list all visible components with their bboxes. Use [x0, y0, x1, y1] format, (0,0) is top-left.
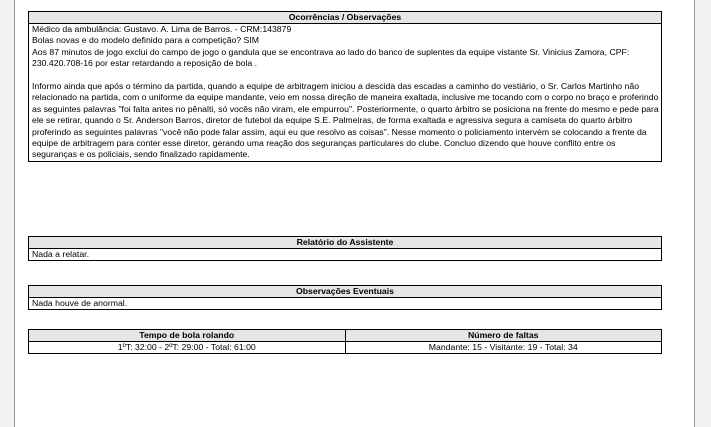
relatorio-assistente-section [28, 236, 662, 261]
observacoes-eventuais-title: Observações Eventuais [29, 286, 661, 298]
observacoes-eventuais-section [28, 285, 662, 310]
observacoes-eventuais-text: Nada houve de anormal. [32, 298, 128, 308]
paragraph-spacer [32, 70, 659, 81]
ocorrencias-section [28, 11, 662, 162]
match-stats-table [28, 329, 662, 354]
ocorrencia-line-gandula: Aos 87 minutos de jogo exclui do campo de jogo o gandula que se encontrava ao lado do banco de suplentes da equipe vistante Sr. Vinicius Zamora, CPF: 230.420.708-16 por estar retardando a reposição de bola . [32, 46, 630, 69]
ocorrencias-title: Ocorrências / Observações [29, 12, 661, 24]
ocorrencia-paragraph: Informo ainda que após o término da partida, quando a equipe de arbitragem iniciou a descida das escadas a caminho do vestiário, o Sr. Carlos Martinho não relacionado na partida, com o uniforme da equipe mandante, veio em nossa direção de maneira exaltada, inclusive me tocando com o corpo no braço e proferindo as seguintes palavras "foi falta antes no pênalti, só vocês não viram, ele empurrou". Posteriormente, o quarto árbitro se posiciona na frente do mesmo e pede para ele se retirar, quando o Sr. Anderson Barros, diretor de futebol da equipe S.E. Palmeiras, de forma exaltada e agressiva segura a camiseta do quarto árbitro proferindo as seguintes palavras "você não pode falar assim, aqui eu que resolvo as coisas". Nesse momento o policiamento intervém se colocando a frente da equipe de arbitragem para conter esse diretor, gerando uma reação dos seguranças particulares do clube. Concluo dizendo que houve conflito entre os seguranças e os policiais, sendo finalizado rapidamente. [32, 81, 659, 160]
ocorrencias-body [29, 24, 661, 161]
tempo-bola-value: 1ºT: 32:00 - 2ºT: 29:00 - Total: 61:00 [29, 342, 346, 354]
numero-faltas-value: Mandante: 15 - Visitante: 19 - Total: 34 [345, 342, 662, 354]
numero-faltas-header: Número de faltas [345, 330, 662, 342]
relatorio-assistente-text: Nada a relatar. [32, 249, 89, 259]
tempo-bola-header: Tempo de bola rolando [29, 330, 346, 342]
ocorrencia-line-medico: Médico da ambulância: Gustavo. A. Lima de Barros. - CRM:143879 [32, 24, 292, 34]
ocorrencia-line-bolas: Bolas novas e do modelo definido para a competição? SIM [32, 35, 259, 46]
relatorio-assistente-title: Relatório do Assistente [29, 237, 661, 249]
